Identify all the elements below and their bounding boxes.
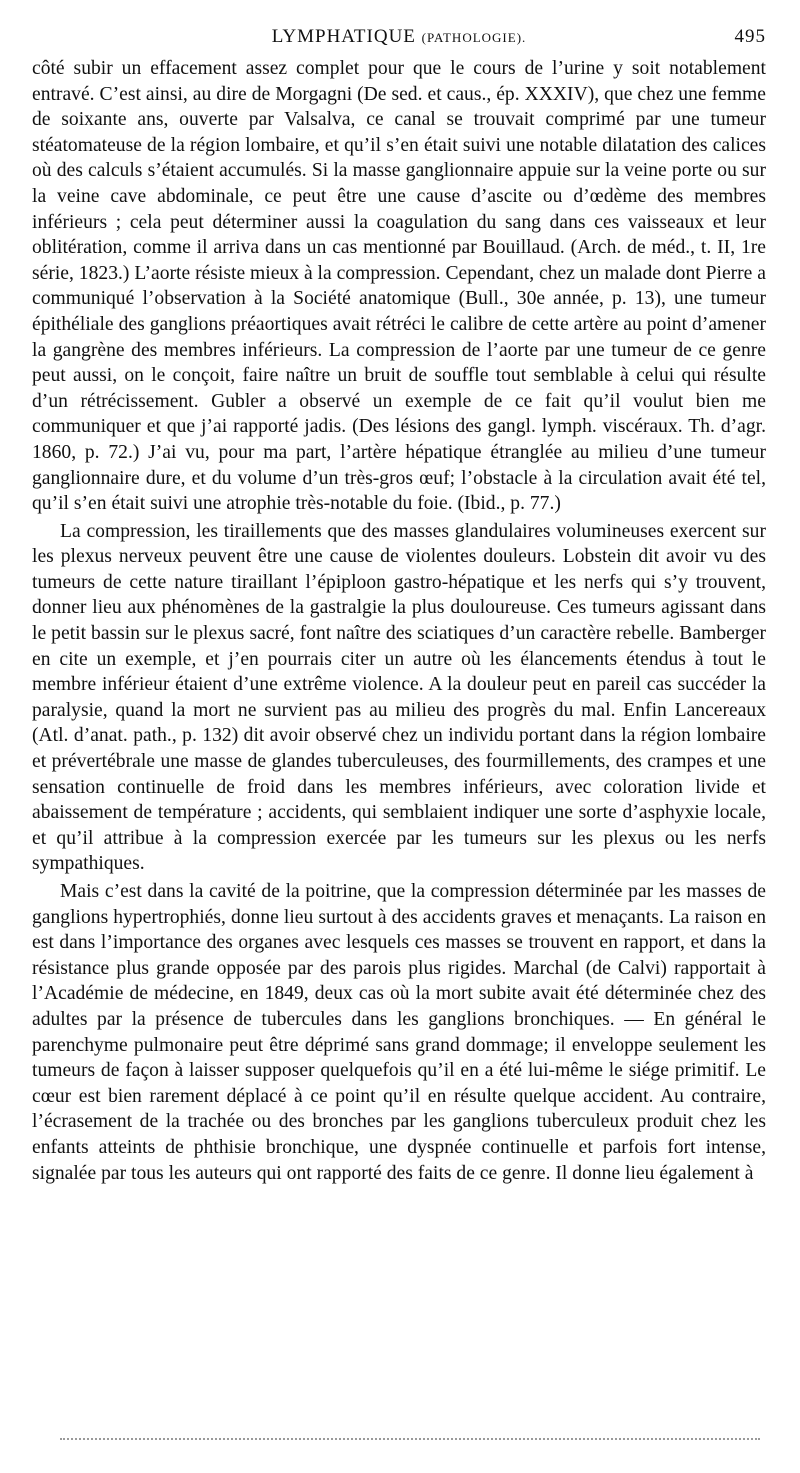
paragraph-2: La compression, les tiraillements que des masses glandulaires volumineuses exercent sur les plexus nerveux peuvent être une cause de violentes douleurs. Lobstein dit avoir vu des tumeurs de cette nature tiraillant l’épiploon gastro-hépatique et les nerfs qui s’y trouvent, donner lieu aux phénomènes de la gastralgie la plus douloureuse. Ces tumeurs agissant dans le petit bassin sur le plexus sacré, font naître des sciatiques d’un caractère rebelle. Bamberger en cite un exemple, et j’en pourrais citer un autre où les élancements étendus à tout le membre inférieur étaient d’une extrême violence. A la douleur peut en pareil cas succéder la paralysie, quand la mort ne survient pas au milieu des progrès du mal. Enfin Lancereaux (Atl. d’anat. path., p. 132) dit avoir observé chez un individu portant dans la région lombaire et prévertébrale une masse de glandes tuberculeuses, des fourmillements, des crampes et une sensation continuelle de froid dans les membres inférieurs, avec coloration livide et abaissement de température ; accidents, qui semblaient indiquer une sorte d’asphyxie locale, et qu’il attribue à la compression exercée par les tumeurs sur les plexus ou les nerfs sympathiques. (32, 520, 766, 875)
header-title: LYMPHATIQUE (271, 26, 416, 47)
book-page (32, 26, 766, 1186)
paragraph-1: côté subir un effacement assez complet pour que le cours de l’urine y soit notablement entravé. C’est ainsi, au dire de Morgagni (De sed. et caus., ép. XXXIV), que chez une femme de soixante ans, ouverte par Valsalva, ce canal se trouvait comprimé par une tumeur stéatomateuse de la région lombaire, et qu’il s’en était suivi une notable dilatation des calices où des calculs s’étaient accumulés. Si la masse ganglionnaire appuie sur la veine porte ou sur la veine cave abdominale, ce peut être une cause d’ascite ou d’œdème des membres inférieurs ; cela peut déterminer aussi la coagulation du sang dans ces vaisseaux et leur oblitération, comme il arriva dans un cas mentionné par Bouillaud. (Arch. de méd., t. II, 1re série, 1823.) L’aorte résiste mieux à la compression. Cependant, chez un malade dont Pierre a communiqué l’observation à la Société anatomique (Bull., 30e année, p. 13), une tumeur épithéliale des ganglions préaortiques avait rétréci le calibre de cette artère au point d’amener la gangrène des membres inférieurs. La compression de l’aorte par une tumeur de ce genre peut aussi, on le conçoit, faire naître un bruit de souffle tout semblable à celui qui résulte d’un rétrécissement. Gubler a observé un exemple de ce fait qu’il voulut bien me communiquer et que j’ai rapporté jadis. (Des lésions des gangl. lymph. viscéraux. Th. d’agr. 1860, p. 72.) J’ai vu, pour ma part, l’artère hépatique étranglée au milieu d’une tumeur ganglionnaire dure, et du volume d’un très-gros œuf; l’obstacle à la circulation avait été tel, qu’il s’en était suivi une atrophie très-notable du foie. (Ibid., p. 77.) (32, 58, 766, 515)
header-section: (PATHOLOGIE). (421, 30, 527, 45)
paragraph-3: Mais c’est dans la cavité de la poitrine, que la compression déterminée par les masses de ganglions hypertrophiés, donne lieu surtout à des accidents graves et menaçants. La raison en est dans l’importance des organes avec lesquels ces masses se trouvent en rapport, et dans la résistance plus grande opposée par des parois plus rigides. Marchal (de Calvi) rapportait à l’Académie de médecine, en 1849, deux cas où la mort subite avait été déterminée chez des adultes par la présence de tubercules dans les ganglions bronchiques. — En général le parenchyme pulmonaire peut être déprimé sans grand dommage; il enveloppe seulement les tumeurs de façon à laisser supposer quelquefois qu’il en a été lui-même le siége primitif. Le cœur est bien rarement déplacé à ce point qu’il en résulte quelque accident. Au contraire, l’écrasement de la trachée ou des bronches par les ganglions tuberculeux produit chez les enfants atteints de phthisie bronchique, une dyspnée continuelle et parfois fort intense, signalée par tous les auteurs qui ont rapporté des faits de ce genre. Il donne lieu également à (32, 881, 766, 1184)
footer-dotted-rule (60, 1438, 760, 1440)
running-title (32, 26, 766, 48)
running-head (32, 26, 766, 56)
body-text (32, 56, 766, 1186)
page-number: 495 (734, 26, 766, 47)
